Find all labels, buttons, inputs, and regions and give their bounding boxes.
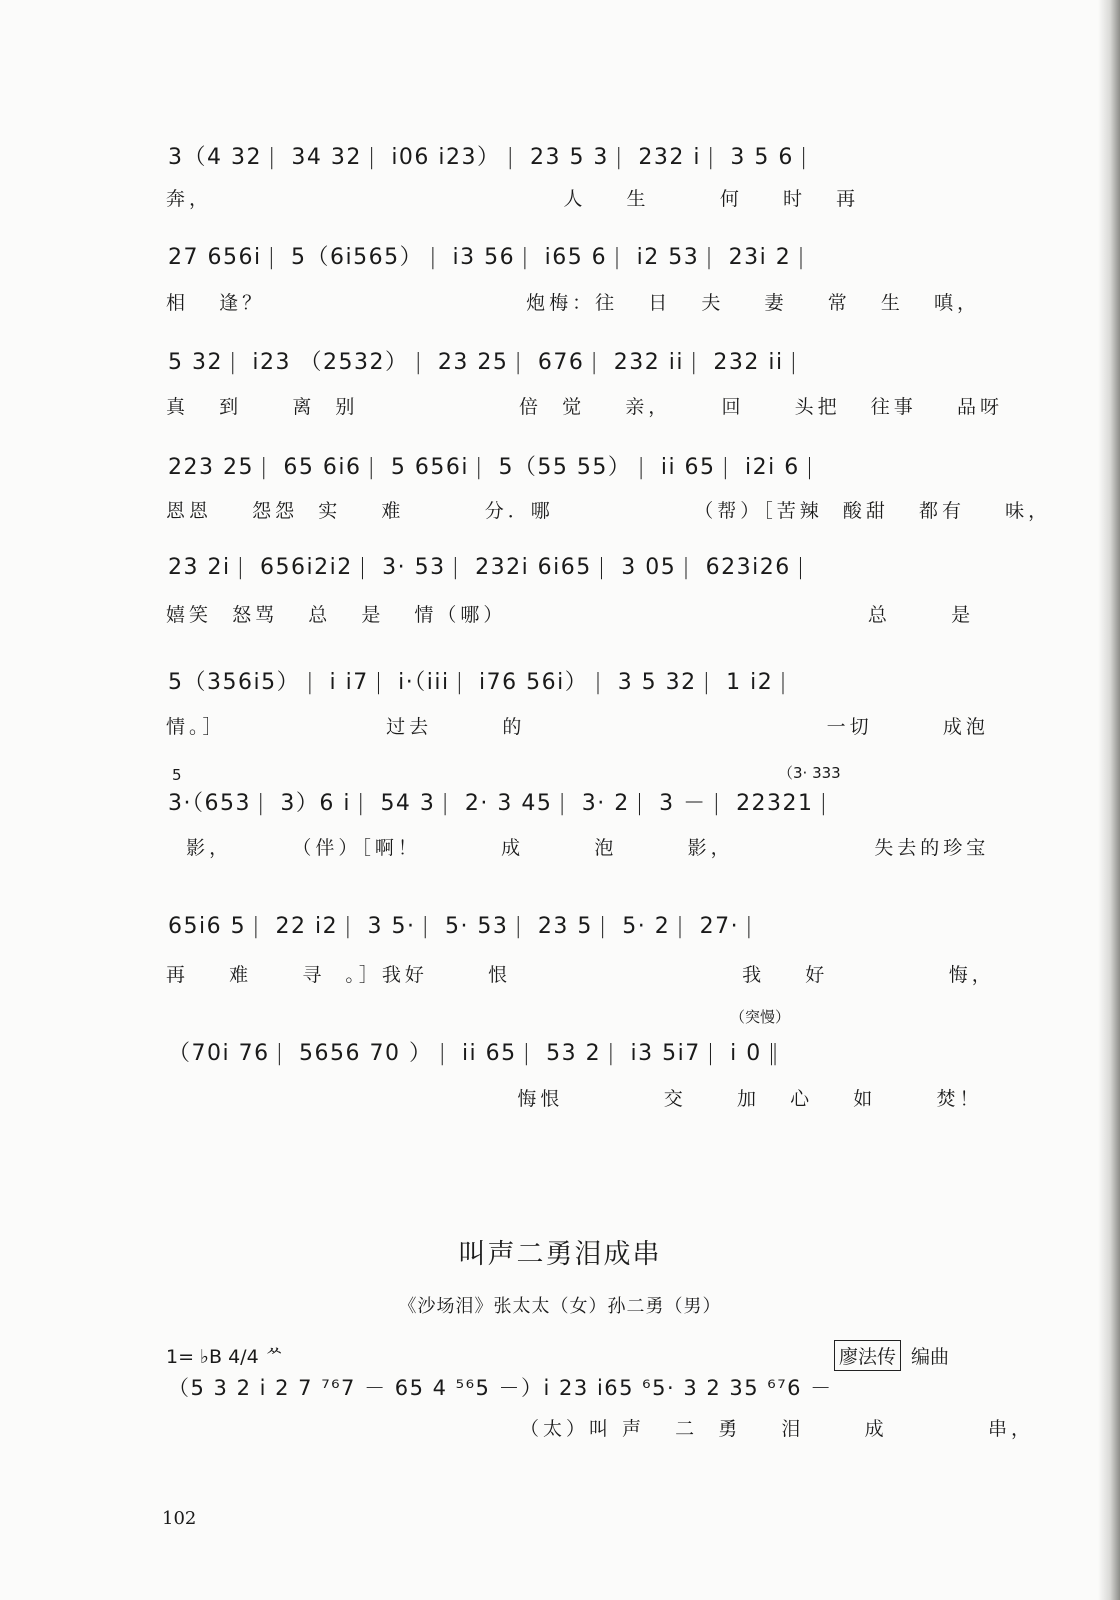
lyric-line-5: 嬉笑 怒骂 总 是 情（哪） 总 是 xyxy=(166,604,975,626)
measure: 2· 3 45 xyxy=(464,791,553,816)
lyric-line-3: 真 到 离 别 倍 觉 亲， 回 头把 往事 品呀 xyxy=(166,396,1003,418)
grace-note-mark: 5 xyxy=(172,766,182,784)
measure: 3·（653 xyxy=(168,791,251,816)
lyric-line-6: 情。］ 过去 的 一切 成泡 xyxy=(166,716,989,738)
measure: 65i6 5 xyxy=(168,914,247,939)
measure: 1 i2 xyxy=(726,670,774,695)
measure: 53 2 xyxy=(546,1041,602,1066)
upper-note-annotation: （3· 333 xyxy=(778,764,841,782)
measure: 23 5 3 xyxy=(529,145,609,170)
measure: 3 05 xyxy=(621,555,677,580)
measure: 5656 70 ） xyxy=(299,1041,433,1066)
measure: i3 5i7 xyxy=(630,1041,701,1066)
music-line-6: 5（356i5） | i i7 | i·（iii | i76 56i） | 3 5 32 | 1 i2 | xyxy=(168,665,974,705)
measure: 232 ii xyxy=(713,350,784,375)
measure: 232i 6i65 xyxy=(475,555,592,580)
measure: 3· 53 xyxy=(382,555,446,580)
measure: 656i2i2 xyxy=(260,555,353,580)
measure: 3 5· xyxy=(367,914,416,939)
measure: 27· xyxy=(699,914,740,939)
measure: 54 3 xyxy=(380,791,436,816)
song-title: 叫声二勇泪成串 xyxy=(458,1239,662,1270)
measure: 5（55 55） xyxy=(498,455,632,480)
lyric-line-9: 悔恨 交 加 心 如 焚！ xyxy=(166,1088,983,1110)
measure: 23i 2 xyxy=(728,245,792,270)
music-line-8: 65i6 5 | 22 i2 | 3 5· | 5· 53 | 23 5 | 5· 2 | 27· | xyxy=(168,914,755,939)
measure: 5（6i565） xyxy=(291,245,424,270)
measure: ii 65 xyxy=(660,455,716,480)
measure: i2 53 xyxy=(636,245,700,270)
measure: 232 i xyxy=(638,145,701,170)
measure: 232 ii xyxy=(613,350,684,375)
page-number: 102 xyxy=(162,1508,197,1529)
music-line-5: 23 2i | 656i2i2 | 3· 53 | 232i 6i65 | 3 05 | 623i26 | xyxy=(168,555,806,580)
song-first-music-line: （5 3 2 i 2 7 ⁷⁶7 － 65 4 ⁵⁶5 －）i 23 i65 ⁶5· 3 2 35 ⁶⁷6 － xyxy=(168,1376,833,1400)
lyric-line-7: 影， （伴）［啊！ 成 泡 影， 失去的珍宝 xyxy=(166,837,990,859)
measure: i·（iii xyxy=(398,670,450,695)
composer-name: 廖法传 xyxy=(834,1340,901,1371)
lyric-line-1: 奔， 人 生 何 时 再 xyxy=(166,188,860,210)
song-subtitle: 《沙场泪》张太太（女）孙二勇（男） xyxy=(398,1296,722,1317)
measure: 23 2i xyxy=(168,555,231,580)
measure: 27 656i xyxy=(168,245,262,270)
music-line-2: 27 656i | 5（6i565） | i3 56 | i65 6 | i2 53 | 23i 2 | xyxy=(168,240,974,280)
measure: 23 5 xyxy=(537,914,593,939)
music-line-7: 3·（653 | 3）6 i | 54 3 | 2· 3 45 | 3· 2 | 3 － | 22321 | xyxy=(168,786,974,826)
measure: 5（356i5） xyxy=(168,670,301,695)
measure: i06 i23） xyxy=(391,145,501,170)
measure: i3 56 xyxy=(452,245,516,270)
lyric-line-8: 再 难 寻 。］我好 恨 我 好 悔， xyxy=(166,964,995,986)
lyric-line-4: 恩恩 怨怨 实 难 分．哪 （帮）［苦辣 酸甜 都有 味， xyxy=(166,500,1052,522)
measure: 3（4 32 xyxy=(168,145,262,170)
measure: i 0 xyxy=(730,1041,762,1066)
page-edge-shadow xyxy=(1098,0,1120,1600)
measure: 23 25 xyxy=(437,350,509,375)
measure: 3 － xyxy=(659,791,707,816)
tempo-mark: （突慢） xyxy=(730,1008,791,1026)
song-first-lyric-line: （太）叫 声 二 勇 泪 成 串， xyxy=(520,1418,1035,1440)
measure: 5 656i xyxy=(390,455,470,480)
measure: 5· 53 xyxy=(444,914,509,939)
measure: 3· 2 xyxy=(581,791,630,816)
measure: 5· 2 xyxy=(622,914,671,939)
music-line-9: （70i 76 | 5656 70 ） | ii 65 | 53 2 | i3 5i7 | i 0 ‖ xyxy=(168,1036,974,1076)
music-line-3: 5 32 | i23 （2532） | 23 25 | 676 | 232 ii | 232 ii | xyxy=(168,345,974,385)
key-signature: 1= ♭B 4/4 ᄊ xyxy=(166,1346,284,1368)
measure: i23 （2532） xyxy=(252,350,409,375)
measure: i2i 6 xyxy=(744,455,800,480)
composer-role: 编曲 xyxy=(911,1346,950,1368)
measure: 65 6i6 xyxy=(283,455,362,480)
measure: 676 xyxy=(537,350,585,375)
measure: 623i26 xyxy=(705,555,791,580)
measure: 22 i2 xyxy=(275,914,339,939)
measure: i76 56i） xyxy=(479,670,589,695)
measure: i65 6 xyxy=(544,245,608,270)
lyric-line-2: 相 逢？ 炮梅：往 日 夫 妻 常 生 嗔， xyxy=(166,292,980,314)
measure: 223 25 xyxy=(168,455,254,480)
measure: i i7 xyxy=(329,670,369,695)
measure: 5 32 xyxy=(168,350,223,375)
music-line-4: 223 25 | 65 6i6 | 5 656i | 5（55 55） | ii 65 | i2i 6 | xyxy=(168,450,974,490)
music-line-1: 3（4 32 | 34 32 | i06 i23） | 23 5 3 | 232 i | 3 5 6 | xyxy=(168,140,974,180)
measure: 3）6 i xyxy=(280,791,352,816)
measure: ii 65 xyxy=(461,1041,517,1066)
measure: 3 5 6 xyxy=(730,145,794,170)
measure: （70i 76 xyxy=(168,1041,270,1066)
measure: 3 5 32 xyxy=(617,670,697,695)
measure: 34 32 xyxy=(291,145,362,170)
composer-credit xyxy=(834,1340,949,1371)
measure: 22321 xyxy=(736,791,814,816)
